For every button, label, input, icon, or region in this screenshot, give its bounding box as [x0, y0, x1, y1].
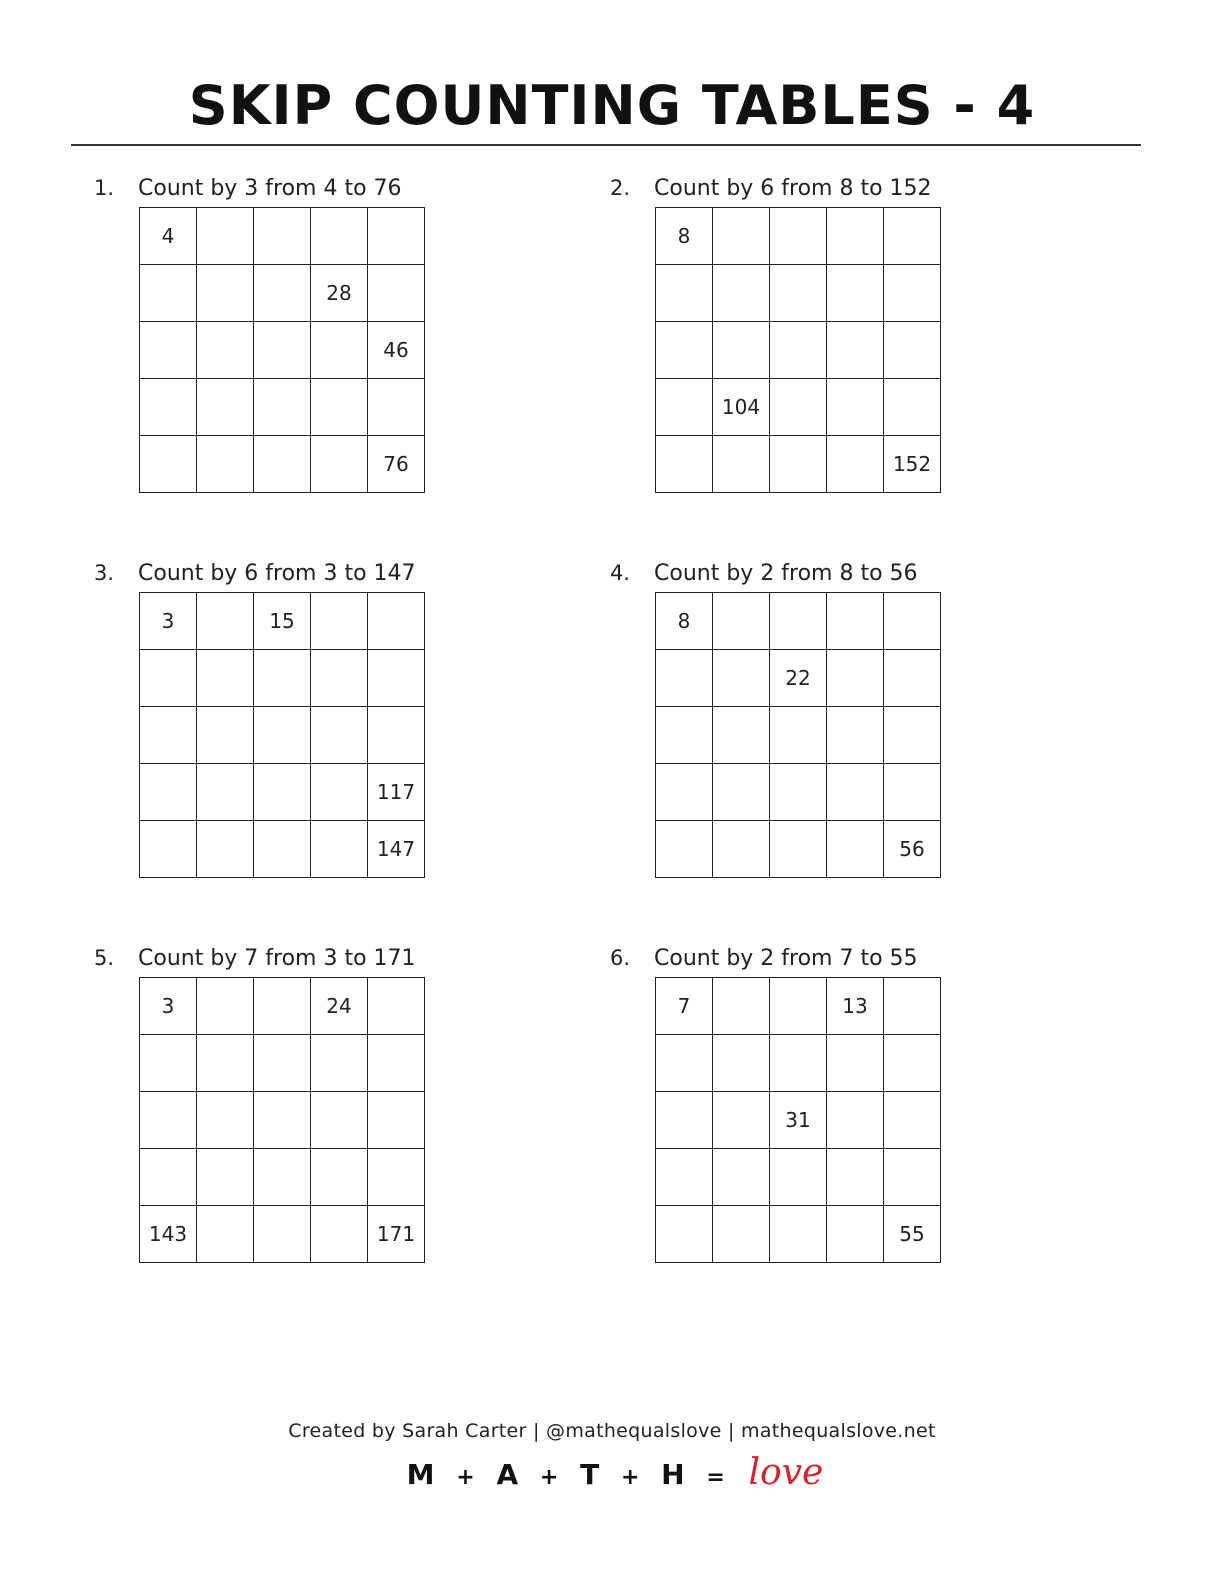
grid-cell	[197, 593, 254, 650]
grid-cell	[368, 593, 425, 650]
grid-cell: 24	[311, 978, 368, 1035]
grid-cell	[140, 1149, 197, 1206]
grid-cell	[884, 1149, 941, 1206]
grid-cell	[140, 436, 197, 493]
grid-cell	[254, 821, 311, 878]
grid-cell	[368, 707, 425, 764]
grid-cell	[197, 1035, 254, 1092]
grid-cell	[311, 1206, 368, 1263]
grid-cell	[770, 1149, 827, 1206]
grid-cell	[827, 764, 884, 821]
skip-count-grid	[139, 592, 425, 878]
grid-cell	[254, 1035, 311, 1092]
skip-count-grid	[139, 977, 425, 1263]
grid-cell	[197, 707, 254, 764]
problem-prompt: Count by 6 from 3 to 147	[138, 561, 416, 586]
grid-cell	[311, 379, 368, 436]
grid-cell	[713, 436, 770, 493]
grid-cell	[368, 379, 425, 436]
problem-prompt: Count by 6 from 8 to 152	[654, 176, 932, 201]
grid-cell: 8	[656, 593, 713, 650]
grid-cell	[254, 379, 311, 436]
grid-cell	[140, 1092, 197, 1149]
grid-cell	[368, 1092, 425, 1149]
grid-cell	[197, 650, 254, 707]
grid-cell	[311, 650, 368, 707]
grid-cell	[827, 208, 884, 265]
grid-cell	[656, 1092, 713, 1149]
grid-cell	[656, 1035, 713, 1092]
logo-letter-h: H	[661, 1458, 685, 1491]
grid-cell	[311, 436, 368, 493]
page-title: SKIP COUNTING TABLES - 4	[188, 74, 1036, 137]
grid-cell	[140, 265, 197, 322]
grid-cell	[884, 593, 941, 650]
grid-cell	[140, 379, 197, 436]
grid-cell	[713, 1092, 770, 1149]
grid-cell	[140, 322, 197, 379]
grid-cell: 56	[884, 821, 941, 878]
grid-cell	[368, 978, 425, 1035]
grid-cell	[713, 1035, 770, 1092]
logo-plus: +	[539, 1465, 559, 1490]
problem-number: 4.	[610, 561, 631, 585]
logo-plus: +	[620, 1465, 640, 1490]
grid-cell	[311, 322, 368, 379]
grid-cell	[770, 322, 827, 379]
grid-cell	[140, 821, 197, 878]
skip-count-grid	[655, 977, 941, 1263]
problem-6	[610, 946, 1030, 1276]
grid-cell	[368, 1149, 425, 1206]
grid-cell	[254, 650, 311, 707]
grid-cell	[656, 322, 713, 379]
grid-cell	[254, 322, 311, 379]
grid-cell	[197, 821, 254, 878]
problem-number: 5.	[94, 946, 115, 970]
problem-number: 2.	[610, 176, 631, 200]
problem-5	[94, 946, 514, 1276]
grid-cell	[368, 265, 425, 322]
grid-cell	[770, 436, 827, 493]
grid-cell	[884, 208, 941, 265]
grid-cell	[713, 593, 770, 650]
grid-cell	[197, 436, 254, 493]
skip-count-grid	[139, 207, 425, 493]
grid-cell	[254, 1206, 311, 1263]
grid-cell	[827, 379, 884, 436]
grid-cell	[713, 1206, 770, 1263]
problem-prompt: Count by 2 from 8 to 56	[654, 561, 918, 586]
grid-cell	[311, 707, 368, 764]
grid-cell	[656, 379, 713, 436]
grid-cell	[827, 1035, 884, 1092]
logo-letter-t: T	[580, 1458, 600, 1491]
problem-number: 6.	[610, 946, 631, 970]
problem-prompt: Count by 2 from 7 to 55	[654, 946, 918, 971]
grid-cell	[197, 1092, 254, 1149]
grid-cell	[884, 650, 941, 707]
grid-cell	[656, 650, 713, 707]
problem-2	[610, 176, 1030, 506]
grid-cell	[770, 265, 827, 322]
grid-cell: 13	[827, 978, 884, 1035]
grid-cell	[884, 707, 941, 764]
logo-letter-a: A	[496, 1458, 519, 1491]
grid-cell	[827, 650, 884, 707]
problem-number: 1.	[94, 176, 115, 200]
grid-cell	[656, 1149, 713, 1206]
grid-cell: 22	[770, 650, 827, 707]
grid-cell	[254, 436, 311, 493]
grid-cell	[770, 764, 827, 821]
grid-cell	[368, 208, 425, 265]
grid-cell	[770, 379, 827, 436]
grid-cell	[884, 1035, 941, 1092]
grid-cell	[827, 821, 884, 878]
grid-cell	[368, 1035, 425, 1092]
grid-cell	[311, 593, 368, 650]
grid-cell	[656, 821, 713, 878]
grid-cell	[254, 265, 311, 322]
grid-cell	[254, 208, 311, 265]
grid-cell	[140, 707, 197, 764]
grid-cell	[656, 764, 713, 821]
grid-cell: 46	[368, 322, 425, 379]
grid-cell: 104	[713, 379, 770, 436]
grid-cell	[140, 1035, 197, 1092]
grid-cell	[827, 322, 884, 379]
grid-cell: 152	[884, 436, 941, 493]
grid-cell	[368, 650, 425, 707]
grid-cell	[254, 764, 311, 821]
grid-cell	[656, 1206, 713, 1263]
grid-cell	[770, 208, 827, 265]
grid-cell	[713, 265, 770, 322]
grid-cell	[311, 1149, 368, 1206]
grid-cell: 143	[140, 1206, 197, 1263]
problem-prompt: Count by 3 from 4 to 76	[138, 176, 402, 201]
brand-logo	[0, 1452, 1224, 1493]
grid-cell	[713, 1149, 770, 1206]
grid-cell	[713, 821, 770, 878]
grid-cell	[311, 208, 368, 265]
grid-cell	[827, 707, 884, 764]
grid-cell	[197, 208, 254, 265]
problem-3	[94, 561, 514, 891]
grid-cell	[827, 1206, 884, 1263]
grid-cell: 4	[140, 208, 197, 265]
grid-cell	[770, 707, 827, 764]
grid-cell	[884, 322, 941, 379]
grid-cell: 8	[656, 208, 713, 265]
grid-cell: 147	[368, 821, 425, 878]
grid-cell	[770, 1206, 827, 1263]
grid-cell	[656, 707, 713, 764]
grid-cell	[713, 764, 770, 821]
grid-cell	[827, 436, 884, 493]
grid-cell	[197, 764, 254, 821]
logo-letter-m: M	[406, 1458, 435, 1491]
grid-cell	[311, 764, 368, 821]
grid-cell: 117	[368, 764, 425, 821]
grid-cell: 28	[311, 265, 368, 322]
grid-cell	[827, 1092, 884, 1149]
grid-cell	[827, 265, 884, 322]
grid-cell: 31	[770, 1092, 827, 1149]
skip-count-grid	[655, 207, 941, 493]
grid-cell	[884, 764, 941, 821]
skip-count-grid	[655, 592, 941, 878]
grid-cell: 15	[254, 593, 311, 650]
grid-cell: 3	[140, 593, 197, 650]
grid-cell	[884, 379, 941, 436]
grid-cell	[713, 707, 770, 764]
grid-cell	[311, 1092, 368, 1149]
grid-cell	[197, 379, 254, 436]
grid-cell	[713, 650, 770, 707]
grid-cell	[713, 208, 770, 265]
grid-cell	[770, 978, 827, 1035]
grid-cell	[197, 1149, 254, 1206]
grid-cell	[656, 265, 713, 322]
grid-cell	[311, 821, 368, 878]
grid-cell	[311, 1035, 368, 1092]
grid-cell	[884, 265, 941, 322]
grid-cell	[827, 593, 884, 650]
grid-cell	[254, 978, 311, 1035]
grid-cell	[254, 1092, 311, 1149]
grid-cell	[197, 322, 254, 379]
grid-cell	[713, 322, 770, 379]
footer-credit: Created by Sarah Carter | @mathequalslove | mathequalslove.net	[288, 1420, 936, 1442]
title-divider	[71, 144, 1141, 146]
grid-cell	[254, 707, 311, 764]
grid-cell: 55	[884, 1206, 941, 1263]
logo-love-script: love	[748, 1452, 824, 1493]
logo-plus: +	[456, 1465, 475, 1490]
grid-cell	[197, 1206, 254, 1263]
grid-cell	[884, 978, 941, 1035]
grid-cell	[197, 978, 254, 1035]
problem-number: 3.	[94, 561, 115, 585]
grid-cell	[140, 650, 197, 707]
grid-cell: 3	[140, 978, 197, 1035]
grid-cell	[140, 764, 197, 821]
problem-1	[94, 176, 514, 506]
grid-cell	[713, 978, 770, 1035]
grid-cell: 171	[368, 1206, 425, 1263]
logo-equals: =	[706, 1465, 725, 1490]
grid-cell	[827, 1149, 884, 1206]
grid-cell	[770, 593, 827, 650]
problem-prompt: Count by 7 from 3 to 171	[138, 946, 416, 971]
grid-cell	[656, 436, 713, 493]
problem-4	[610, 561, 1030, 891]
grid-cell	[770, 1035, 827, 1092]
grid-cell: 7	[656, 978, 713, 1035]
grid-cell	[254, 1149, 311, 1206]
grid-cell	[884, 1092, 941, 1149]
grid-cell: 76	[368, 436, 425, 493]
grid-cell	[197, 265, 254, 322]
grid-cell	[770, 821, 827, 878]
